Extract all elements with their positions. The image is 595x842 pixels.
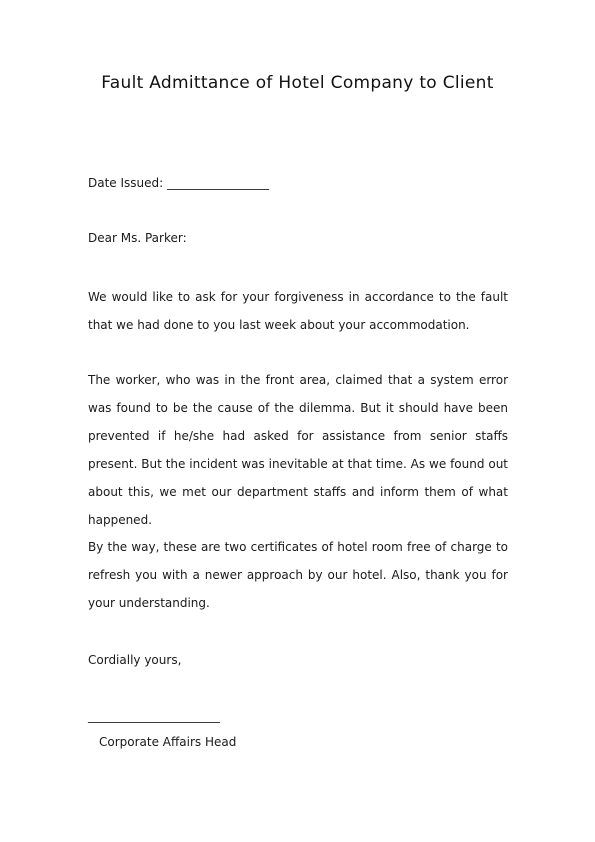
paragraph-apology: We would like to ask for your forgiveness in accordance to the fault that we had done to you last week about your accommodation. [88, 290, 508, 332]
signatory-title: Corporate Affairs Head [99, 735, 237, 749]
paragraph-incident: The worker, who was in the front area, claimed that a system error was found to be the cause of the dilemma. But it should have been prevented if he/she had asked for assistance from senior staffs present. But the incident was inevitable at that time. As we found out about this, we met our department staffs and inform them of what happened. [88, 373, 508, 527]
paragraph-certificates: By the way, these are two certificates of hotel room free of charge to refresh you with a newer approach by our hotel. Also, thank you for your understanding. [88, 540, 508, 610]
signature-line: ______________________ [88, 709, 220, 723]
salutation: Dear Ms. Parker: [88, 231, 187, 245]
closing: Cordially yours, [88, 653, 182, 667]
document-title: Fault Admittance of Hotel Company to Client [101, 73, 494, 93]
date-issued-line: Date Issued: _________________ [88, 176, 270, 190]
